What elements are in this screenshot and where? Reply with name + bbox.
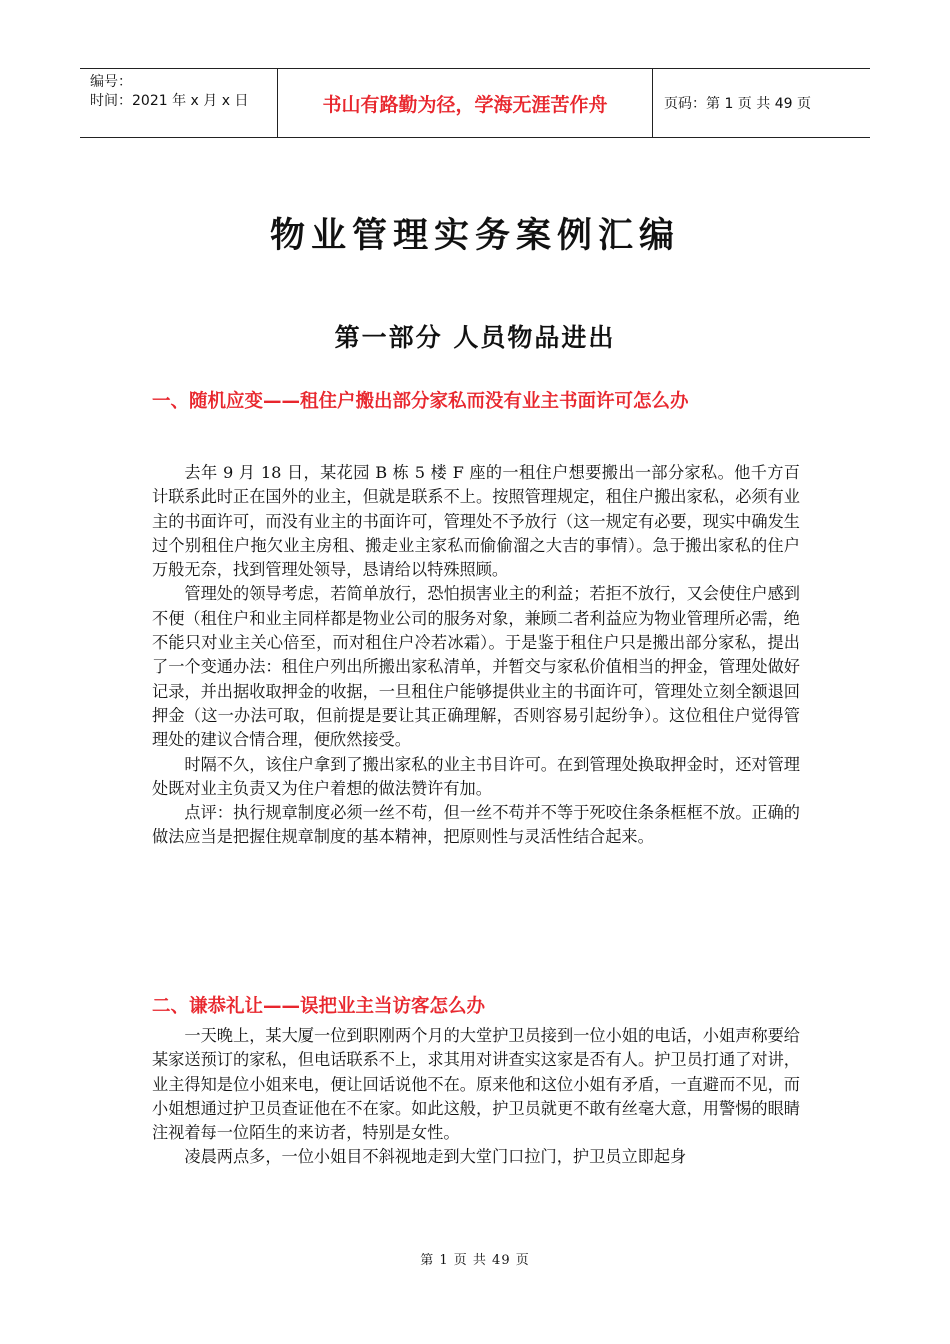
page-footer: 第 1 页 共 49 页 [420,1253,530,1268]
paragraph: 点评：执行规章制度必须一丝不苟，但一丝不苟并不等于死咬住条条框框不放。正确的做法应当是把握住规章制度的基本精神，把原则性与灵活性结合起来。 [152,803,800,847]
header-motto: 书山有路勤为径，学海无涯苦作舟 [278,69,653,137]
document-title: 物业管理实务案例汇编 [269,215,680,256]
header-meta-cell [80,69,278,137]
paragraph: 时隔不久，该住户拿到了搬出家私的业主书目许可。在到管理处换取押金时，还对管理处既对业主负责又为住户着想的做法赞许有加。 [152,754,800,798]
paragraph: 管理处的领导考虑，若简单放行，恐怕损害业主的利益；若拒不放行，又会使住户感到不便（租住户和业主同样都是物业公司的服务对象，兼顾二者利益应为物业管理所必需，绝不能只对业主关心倍至，而对租住户冷若冰霜）。于是鉴于租住户只是搬出部分家私，提出了一个变通办法：租住户列出所搬出家私清单，并暂交与家私价值相当的押金，管理处做好记录，并出据收取押金的收据，一旦租住户能够提供业主的书面许可，管理处立刻全额退回押金（这一办法可取，但前提是要让其正确理解，否则容易引起纷争）。这位租住户觉得管理处的建议合情合理，便欣然接受。 [152,584,800,750]
part-title: 第一部分 人员物品进出 [334,323,616,352]
header-page-info: 页码：第 1 页 共 49 页 [664,96,811,112]
paragraph: 去年 9 月 18 日，某花园 B 栋 5 楼 F 座的一租住户想要搬出一部分家私。他千方百计联系此时正在国外的业主，但就是联系不上。按照管理规定，租住户搬出家私，必须有业主的书面许可，而没有业主的书面许可，管理处不予放行（这一规定有必要，现实中确发生过个别租住户拖欠业主房租、搬走业主家私而偷偷溜之大吉的事情）。急于搬出家私的住户万般无奈，找到管理处领导，恳请给以特殊照顾。 [152,463,800,580]
section-body-1 [152,461,800,850]
number-label: 编号： [90,74,132,90]
section-body-2 [152,1024,800,1170]
section-heading-2: 二、谦恭礼让——误把业主当访客怎么办 [152,996,486,1017]
paragraph: 一天晚上，某大厦一位到职刚两个月的大堂护卫员接到一位小姐的电话，小姐声称要给某家送预订的家私，但电话联系不上，求其用对讲查实这家是否有人。护卫员打通了对讲，业主得知是位小姐来电，便让回话说他不在。原来他和这位小姐有矛盾，一直避而不见，而小姐想通过护卫员查证他在不在家。如此这般，护卫员就更不敢有丝毫大意，用警惕的眼睛注视着每一位陌生的来访者，特别是女性。 [152,1026,800,1143]
paragraph: 凌晨两点多，一位小姐目不斜视地走到大堂门口拉门，护卫员立即起身 [184,1147,687,1167]
time-label: 时间：2021 年 x 月 x 日 [90,93,249,109]
section-heading-1: 一、随机应变——租住户搬出部分家私而没有业主书面许可怎么办 [152,391,689,412]
header-table [80,68,870,138]
